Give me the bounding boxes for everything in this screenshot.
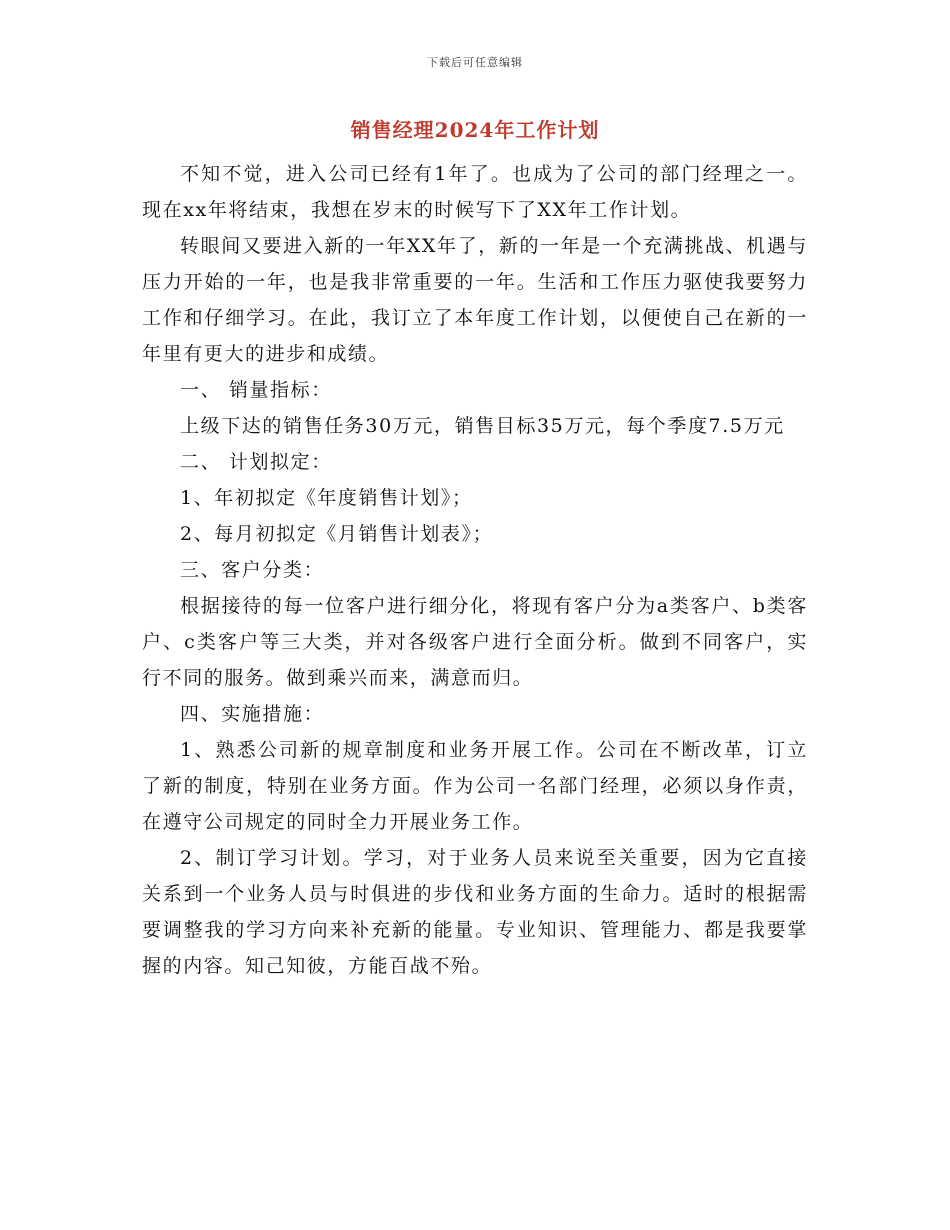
list-item-monthly-plan: 2、每月初拟定《月销售计划表》； (180, 523, 494, 545)
section-heading-customer-classification: 三、客户分类： (180, 559, 325, 581)
paragraph-measure-rules: 1、熟悉公司新的规章制度和业务开展工作。公司在不断改革，订立了新的制度，特别在业务方面。作为公司一名部门经理，必须以身作责，在遵守公司规定的同时全力开展业务工作。 (142, 739, 808, 833)
list-item-annual-plan: 1、年初拟定《年度销售计划》； (180, 487, 473, 509)
paragraph-customer-classification: 根据接待的每一位客户进行细分化，将现有客户分为a类客户、b类客户、c类客户等三大类，并对各级客户进行全面分析。做到不同客户，实行不同的服务。做到乘兴而来，满意而归。 (142, 595, 808, 689)
document-title: 销售经理2024年工作计划 (350, 118, 600, 142)
paragraph-intro: 不知不觉，进入公司已经有1年了。也成为了公司的部门经理之一。现在xx年将结束，我想在岁末的时候写下了XX年工作计划。 (142, 163, 808, 221)
section-heading-plan: 二、 计划拟定： (180, 451, 332, 473)
section-heading-sales-target: 一、 销量指标： (180, 379, 332, 401)
section-heading-measures: 四、实施措施： (180, 703, 325, 725)
paragraph-sales-target: 上级下达的销售任务30万元，销售目标35万元，每个季度7.5万元 (180, 415, 785, 437)
header-note: 下载后可任意编辑 (427, 56, 523, 69)
paragraph-new-year: 转眼间又要进入新的一年XX年了，新的一年是一个充满挑战、机遇与压力开始的一年，也是我非常重要的一年。生活和工作压力驱使我要努力工作和仔细学习。在此，我订立了本年度工作计划，以便使自己在新的一年里有更大的进步和成绩。 (142, 235, 808, 365)
document-body (142, 156, 808, 984)
paragraph-measure-study: 2、制订学习计划。学习，对于业务人员来说至关重要，因为它直接关系到一个业务人员与时俱进的步伐和业务方面的生命力。适时的根据需要调整我的学习方向来补充新的能量。专业知识、管理能力、都是我要掌握的内容。知己知彼，方能百战不殆。 (142, 847, 808, 977)
